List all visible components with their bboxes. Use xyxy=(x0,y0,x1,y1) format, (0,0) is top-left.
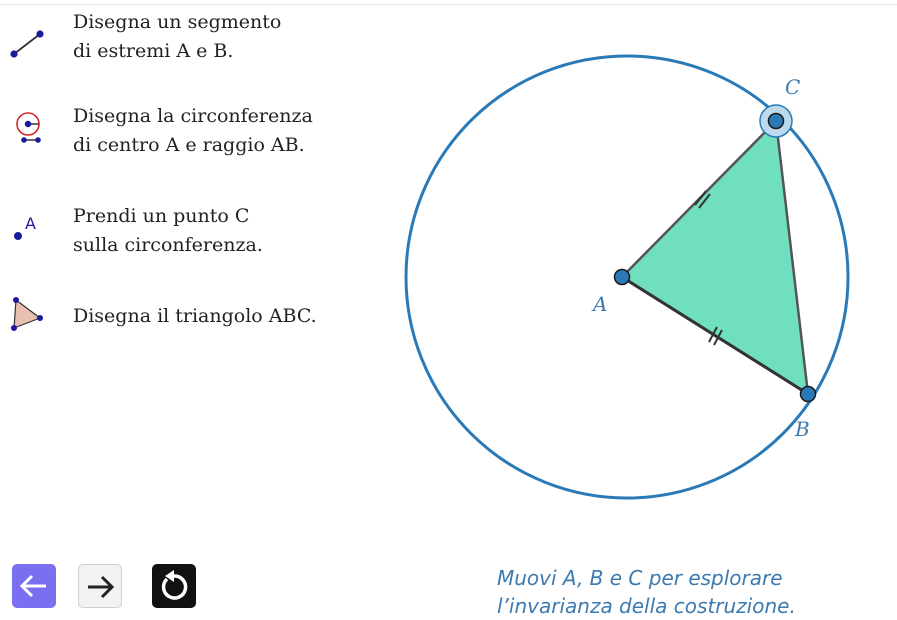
triangle-abc[interactable] xyxy=(622,121,808,394)
construction-canvas[interactable] xyxy=(380,0,897,560)
hint-line: l’invarianza della costruzione. xyxy=(497,594,796,618)
label-b: B xyxy=(795,417,810,441)
polygon-tool-icon xyxy=(8,294,48,334)
step-line: Disegna un segmento xyxy=(73,11,282,33)
step-text xyxy=(73,202,373,260)
step-text xyxy=(73,302,373,331)
step-line: sulla circonferenza. xyxy=(73,234,263,256)
step-line: Disegna il triangolo ABC. xyxy=(73,305,317,327)
point-b[interactable] xyxy=(801,387,816,402)
back-arrow-icon xyxy=(12,564,56,608)
step-text xyxy=(73,8,373,66)
circle-center-radius-tool-icon xyxy=(8,106,48,146)
point-a[interactable] xyxy=(615,270,630,285)
segment-tool-icon xyxy=(8,22,48,62)
step-line: Disegna la circonferenza xyxy=(73,105,313,127)
back-button[interactable] xyxy=(12,564,56,608)
step-line: di centro A e raggio AB. xyxy=(73,134,305,156)
point-on-object-tool-icon xyxy=(8,206,48,246)
hint-line: Muovi A, B e C per esplorare xyxy=(497,566,783,590)
instruction-list xyxy=(0,0,380,360)
hint-text xyxy=(497,564,877,620)
step-text xyxy=(73,102,373,160)
forward-button[interactable] xyxy=(78,564,122,608)
step-line: di estremi A e B. xyxy=(73,40,234,62)
point-icon-letter: A xyxy=(25,214,36,233)
reset-button[interactable] xyxy=(152,564,196,608)
step-line: Prendi un punto C xyxy=(73,205,250,227)
point-c[interactable] xyxy=(769,114,784,129)
forward-arrow-icon xyxy=(79,565,123,609)
label-a: A xyxy=(593,292,608,316)
reset-icon xyxy=(152,564,196,608)
label-c: C xyxy=(785,75,801,99)
